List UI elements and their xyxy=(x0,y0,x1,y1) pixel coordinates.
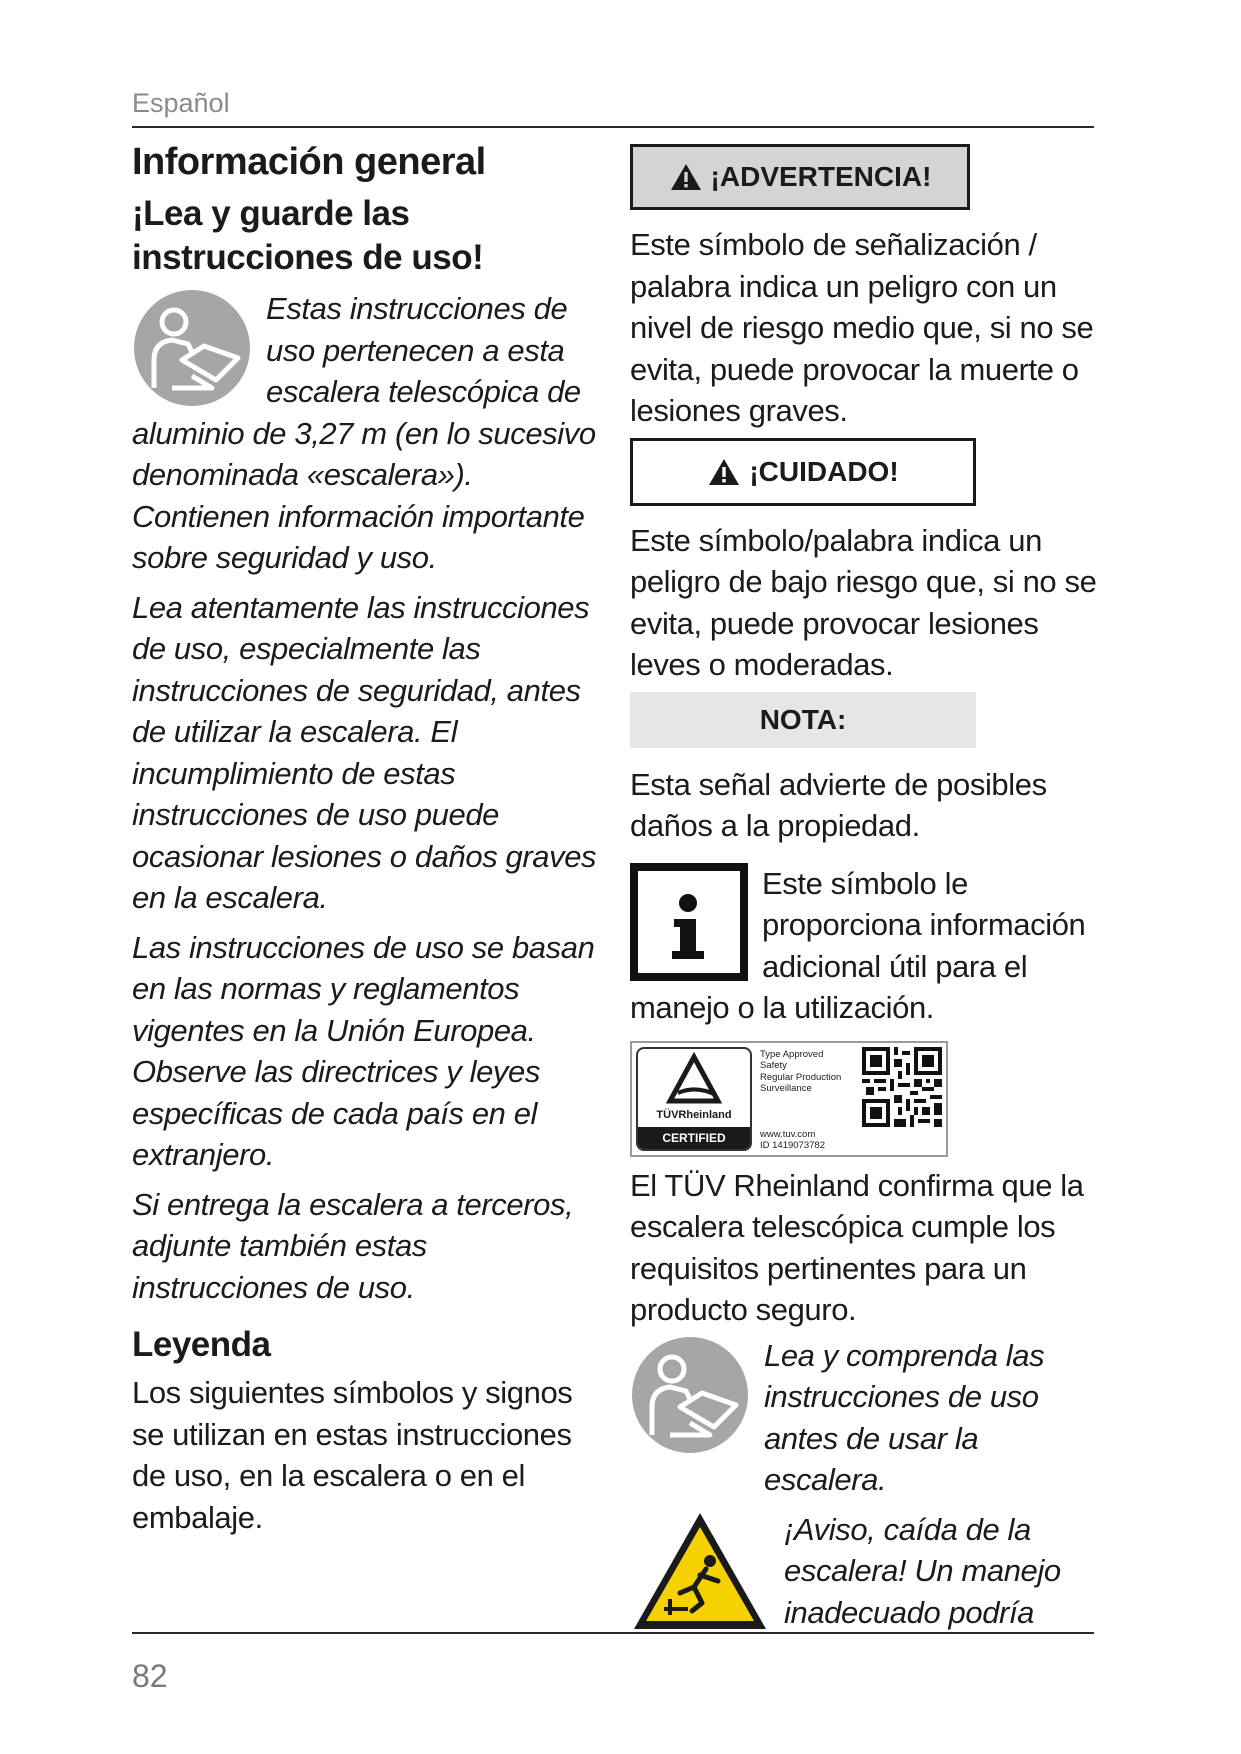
tuv-line: Regular Production xyxy=(760,1071,842,1083)
warning-text: Este símbolo de señalización / palabra indica un peligro con un nivel de riesgo medio que, si no se evita, puede provocar la muerte o lesiones graves. xyxy=(630,227,1094,428)
info-line: proporciona información xyxy=(762,907,1086,942)
fall-warning-text: ¡Aviso, caída de la escalera! Un manejo inadecuado podría xyxy=(784,1511,1061,1630)
legend-text: Los siguientes símbolos y signos se utilizan en estas instrucciones de uso, en la escalera o en el embalaje. xyxy=(132,1375,573,1535)
tuv-url: www.tuv.com xyxy=(760,1128,816,1140)
tuv-certification-badge xyxy=(630,1041,948,1157)
intro-line: Estas instrucciones de xyxy=(266,291,568,326)
note-label: NOTA: xyxy=(759,703,847,735)
warning-label-box xyxy=(630,144,970,210)
tuv-line: Safety xyxy=(760,1060,787,1071)
info-line: Este símbolo le xyxy=(762,865,968,901)
info-line: adicional útil para el xyxy=(762,948,1028,984)
section-subtitle xyxy=(132,192,602,280)
note-label-box xyxy=(630,692,976,748)
tuv-id: ID 1419073782 xyxy=(760,1139,825,1151)
paragraph-read-carefully: Lea atentamente las instrucciones de uso, especialmente las instrucciones de seguridad, antes de utilizar la escalera. El incumplimiento de estas instrucciones de uso puede ocasionar lesiones o daños graves en la escalera. xyxy=(132,589,597,915)
tuv-logo xyxy=(636,1047,752,1151)
legend-title: Leyenda xyxy=(132,1325,271,1364)
caution-label: ¡CUIDADO! xyxy=(749,455,899,487)
read-understand-text: Lea y comprenda las instrucciones de uso antes de usar la escalera. xyxy=(764,1337,1045,1497)
subtitle-line: instrucciones de uso! xyxy=(132,238,484,277)
warning-triangle-icon xyxy=(707,457,741,487)
footer-rule xyxy=(132,1632,1094,1634)
caution-text: Este símbolo/palabra indica un peligro de bajo riesgo que, si no se evita, puede provocar lesiones leves o moderadas. xyxy=(630,522,1097,682)
info-paragraph xyxy=(630,863,1105,1029)
read-understand-paragraph xyxy=(630,1335,1105,1501)
warning-triangle-icon xyxy=(669,162,703,192)
tuv-approval-text xyxy=(760,1049,841,1095)
section-title: Información general xyxy=(132,141,486,183)
tuv-certified: CERTIFIED xyxy=(638,1127,750,1149)
caution-label-box xyxy=(630,438,976,506)
intro-line: escalera telescópica de xyxy=(266,374,581,409)
subtitle-line: ¡Lea y guarde las xyxy=(132,194,410,233)
header-language: Español xyxy=(132,88,230,118)
header-rule xyxy=(132,126,1094,128)
intro-line: uso pertenecen a esta xyxy=(266,332,565,368)
fall-hazard-icon xyxy=(630,1509,770,1633)
info-rest: manejo o la utilización. xyxy=(630,990,935,1025)
paragraph-eu-norms: Las instrucciones de uso se basan en las normas y reglamentos vigentes en la Unión Europea. Observe las directrices y leyes específicas de cada país en el extranjero. xyxy=(132,929,595,1172)
read-manual-icon xyxy=(132,288,252,408)
tuv-url-id xyxy=(760,1129,825,1151)
qr-code-icon xyxy=(862,1047,942,1127)
paragraph-third-parties: Si entrega la escalera a terceros, adjunte también estas instrucciones de uso. xyxy=(132,1186,574,1305)
info-icon xyxy=(630,863,748,981)
tuv-line: Type Approved xyxy=(760,1048,824,1060)
left-column xyxy=(132,140,602,1538)
page-number: 82 xyxy=(132,1658,168,1694)
tuv-line: Surveillance xyxy=(760,1083,812,1094)
intro-rest: aluminio de 3,27 m (en lo sucesivo denominada «escalera»). Contienen información importante sobre seguridad y uso. xyxy=(132,415,596,575)
tuv-text: El TÜV Rheinland confirma que la escalera telescópica cumple los requisitos pertinentes para un producto seguro. xyxy=(630,1167,1084,1327)
tuv-triangle-icon xyxy=(638,1049,750,1109)
warning-label: ¡ADVERTENCIA! xyxy=(710,161,932,192)
right-column xyxy=(630,144,1105,1641)
read-manual-icon xyxy=(630,1335,750,1455)
fall-warning-paragraph xyxy=(630,1509,1105,1634)
note-text: Esta señal advierte de posibles daños a la propiedad. xyxy=(630,766,1047,843)
tuv-brand: TÜVRheinland xyxy=(656,1108,732,1121)
intro-paragraph xyxy=(132,288,602,579)
